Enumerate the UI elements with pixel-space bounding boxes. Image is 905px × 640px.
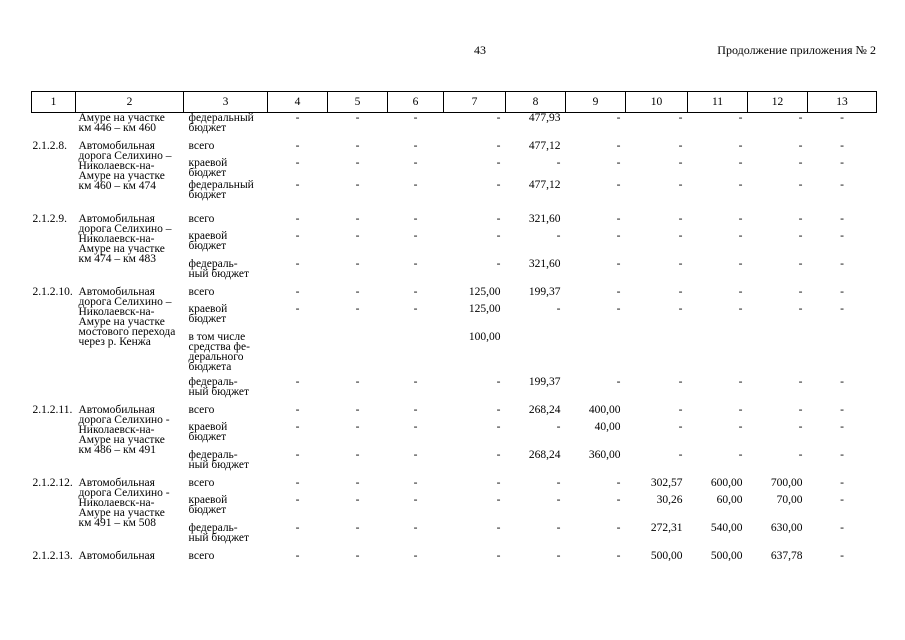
value-cell-col-13: - bbox=[840, 476, 844, 489]
item-name-line: км 474 – км 483 bbox=[78, 252, 156, 265]
table-row bbox=[32, 405, 877, 422]
value-cell-col-9: - bbox=[616, 285, 621, 298]
item-name-line: дорога Селихино – bbox=[78, 222, 172, 235]
value-cell-col-5: - bbox=[355, 403, 360, 416]
value-cell-col-6: - bbox=[413, 302, 418, 315]
value-cell-col-5: - bbox=[355, 476, 360, 489]
value-cell-col-13: - bbox=[840, 448, 844, 461]
value-cell-col-4: - bbox=[295, 302, 300, 315]
value-cell-col-7: 125,00 bbox=[468, 285, 501, 298]
value-cell-col-13: - bbox=[840, 521, 844, 534]
funding-source-line: всего bbox=[188, 212, 215, 225]
value-cell-col-11: - bbox=[738, 229, 743, 242]
value-cell-col-12 bbox=[748, 332, 808, 377]
value-cell-col-4: - bbox=[295, 156, 300, 169]
value-cell-col-7: - bbox=[496, 476, 501, 489]
value-cell-col-10: - bbox=[678, 229, 683, 242]
funding-source-line: бюджет bbox=[188, 166, 227, 179]
item-name-line: дорога Селихино – bbox=[78, 149, 172, 162]
value-cell-col-5: - bbox=[355, 448, 360, 461]
item-name bbox=[76, 405, 184, 478]
item-code bbox=[32, 113, 76, 141]
value-cell-col-8: - bbox=[556, 229, 561, 242]
funding-source bbox=[184, 113, 268, 141]
item-name-line: Николаевск-на- bbox=[78, 232, 155, 245]
value-cell-col-10: - bbox=[678, 212, 683, 225]
value-cell-col-10 bbox=[626, 332, 688, 377]
funding-source-line: бюджет bbox=[188, 122, 227, 134]
item-name-line: Автомобильная bbox=[78, 139, 155, 152]
value-cell-col-10: 272,31 bbox=[650, 521, 683, 534]
value-cell-col-4 bbox=[268, 332, 328, 377]
funding-source-line: федераль- bbox=[188, 448, 238, 461]
funding-source bbox=[184, 551, 268, 568]
value-cell-col-13: - bbox=[840, 285, 844, 298]
value-cell-col-11: 540,00 bbox=[710, 521, 743, 534]
value-cell-col-7: - bbox=[496, 257, 501, 270]
value-cell-col-9: - bbox=[616, 302, 621, 315]
value-cell-col-12: - bbox=[798, 302, 803, 315]
item-name-line: Николаевск-на- bbox=[78, 305, 155, 318]
value-cell-col-11: - bbox=[738, 178, 743, 191]
value-cell-col-13: - bbox=[840, 178, 844, 191]
value-cell-col-13: - bbox=[840, 229, 844, 242]
value-cell-col-13: - bbox=[840, 112, 844, 124]
value-cell-col-12: 637,78 bbox=[770, 549, 803, 562]
funding-source bbox=[184, 180, 268, 214]
value-cell-col-9: - bbox=[616, 476, 621, 489]
item-name-line: дорога Селихино – bbox=[78, 295, 172, 308]
value-cell-col-9: 40,00 bbox=[594, 420, 621, 433]
funding-source-line: бюджет bbox=[188, 503, 227, 516]
value-cell-col-12: - bbox=[798, 420, 803, 433]
item-name bbox=[76, 287, 184, 405]
item-name-line: Амуре на участке bbox=[78, 506, 165, 519]
value-cell-col-10: 500,00 bbox=[650, 549, 683, 562]
value-cell-col-11: - bbox=[738, 403, 743, 416]
item-name-line: Автомобильная bbox=[78, 476, 155, 489]
value-cell-col-9: - bbox=[616, 156, 621, 169]
item-code: 2.1.2.13. bbox=[32, 549, 73, 562]
funding-source-line: бюджет bbox=[188, 239, 227, 252]
item-code: 2.1.2.10. bbox=[32, 285, 73, 298]
funding-source-line: краевой bbox=[188, 156, 228, 169]
value-cell-col-10: - bbox=[678, 156, 683, 169]
value-cell-col-7: - bbox=[496, 448, 501, 461]
value-cell-col-9: - bbox=[616, 229, 621, 242]
value-cell-col-11: 60,00 bbox=[716, 493, 743, 506]
value-cell-col-5: - bbox=[355, 375, 360, 388]
value-cell-col-4: - bbox=[295, 257, 300, 270]
item-name-line: Автомобильная bbox=[78, 212, 155, 225]
value-cell-col-12: - bbox=[798, 403, 803, 416]
value-cell-col-11: 600,00 bbox=[710, 476, 743, 489]
value-cell-col-7: - bbox=[496, 493, 501, 506]
value-cell-col-12: - bbox=[798, 156, 803, 169]
value-cell-col-5: - bbox=[355, 139, 360, 152]
funding-source-line: дерального bbox=[188, 350, 244, 363]
funding-source-line: бюджет bbox=[188, 430, 227, 443]
value-cell-col-12: - bbox=[798, 448, 803, 461]
value-cell-col-8: 477,12 bbox=[528, 178, 561, 191]
table-row bbox=[32, 141, 877, 158]
value-cell-col-8: 321,60 bbox=[528, 212, 561, 225]
table-row bbox=[32, 551, 877, 568]
item-name-line: км 446 – км 460 bbox=[78, 122, 156, 134]
value-cell-col-12: - bbox=[798, 178, 803, 191]
funding-source-line: бюджета bbox=[188, 360, 232, 373]
value-cell-col-12: - bbox=[798, 139, 803, 152]
column-header: 9 bbox=[566, 92, 626, 113]
funding-source-line: ный бюджет bbox=[188, 267, 250, 280]
value-cell-col-5: - bbox=[355, 302, 360, 315]
column-header: 10 bbox=[626, 92, 688, 113]
value-cell-col-8: - bbox=[556, 549, 561, 562]
value-cell-col-12: - bbox=[798, 375, 803, 388]
item-name bbox=[76, 113, 184, 141]
item-name-line: км 486 – км 491 bbox=[78, 443, 156, 456]
item-name-line: Николаевск-на- bbox=[78, 159, 155, 172]
value-cell-col-10: - bbox=[678, 302, 683, 315]
value-cell-col-6: - bbox=[413, 521, 418, 534]
value-cell-col-6: - bbox=[413, 476, 418, 489]
item-name-line: через р. Кенжа bbox=[78, 335, 151, 348]
funding-source-line: средства фе- bbox=[188, 340, 250, 353]
column-number-row bbox=[32, 92, 877, 113]
value-cell-col-7: - bbox=[496, 178, 501, 191]
funding-source-line: краевой bbox=[188, 493, 228, 506]
value-cell-col-11: - bbox=[738, 112, 743, 124]
value-cell-col-5: - bbox=[355, 229, 360, 242]
value-cell-col-8: - bbox=[556, 420, 561, 433]
item-name bbox=[76, 141, 184, 214]
value-cell-col-11: - bbox=[738, 448, 743, 461]
value-cell-col-10: - bbox=[678, 375, 683, 388]
value-cell-col-5: - bbox=[355, 156, 360, 169]
value-cell-col-6: - bbox=[413, 285, 418, 298]
value-cell-col-13: - bbox=[840, 257, 844, 270]
value-cell-col-8: - bbox=[556, 156, 561, 169]
value-cell-col-9: 400,00 bbox=[588, 403, 621, 416]
value-cell-col-9 bbox=[566, 332, 626, 377]
value-cell-col-6: - bbox=[413, 420, 418, 433]
item-name-line: Автомобильная bbox=[78, 549, 155, 562]
value-cell-col-10: - bbox=[678, 257, 683, 270]
value-cell-col-12: 700,00 bbox=[770, 476, 803, 489]
value-cell-col-11: - bbox=[738, 156, 743, 169]
column-header: 8 bbox=[506, 92, 566, 113]
table-row bbox=[32, 287, 877, 304]
value-cell-col-10: - bbox=[678, 178, 683, 191]
value-cell-col-9: - bbox=[616, 139, 621, 152]
funding-source-line: бюджет bbox=[188, 312, 227, 325]
value-cell-col-12: - bbox=[798, 285, 803, 298]
value-cell-col-13: - bbox=[840, 420, 844, 433]
value-cell-col-4: - bbox=[295, 549, 300, 562]
value-cell-col-11: - bbox=[738, 302, 743, 315]
funding-source-line: бюджет bbox=[188, 188, 227, 201]
value-cell-col-9: - bbox=[616, 521, 621, 534]
column-header: 6 bbox=[388, 92, 444, 113]
funding-source bbox=[184, 214, 268, 231]
funding-source bbox=[184, 405, 268, 422]
table-row bbox=[32, 113, 877, 141]
value-cell-col-13: - bbox=[840, 403, 844, 416]
value-cell-col-8: 199,37 bbox=[528, 375, 561, 388]
item-name-line: Автомобильная bbox=[78, 285, 155, 298]
value-cell-col-11: 500,00 bbox=[710, 549, 743, 562]
value-cell-col-8: 268,24 bbox=[528, 403, 561, 416]
value-cell-col-7: - bbox=[496, 212, 501, 225]
item-code: 2.1.2.11. bbox=[32, 403, 73, 416]
funding-source-line: федераль- bbox=[188, 521, 238, 534]
funding-source-line: всего bbox=[188, 285, 215, 298]
funding-source bbox=[184, 450, 268, 478]
value-cell-col-6: - bbox=[413, 493, 418, 506]
value-cell-col-8: 199,37 bbox=[528, 285, 561, 298]
value-cell-col-10: 302,57 bbox=[650, 476, 683, 489]
value-cell-col-13: - bbox=[840, 493, 844, 506]
value-cell-col-6: - bbox=[413, 112, 418, 124]
column-header: 4 bbox=[268, 92, 328, 113]
value-cell-col-10: - bbox=[678, 420, 683, 433]
value-cell-col-10: - bbox=[678, 285, 683, 298]
value-cell-col-6: - bbox=[413, 549, 418, 562]
value-cell-col-5: - bbox=[355, 549, 360, 562]
value-cell-col-4: - bbox=[295, 403, 300, 416]
funding-source bbox=[184, 231, 268, 259]
value-cell-col-8: 268,24 bbox=[528, 448, 561, 461]
item-name-line: км 460 – км 474 bbox=[78, 179, 156, 192]
value-cell-col-13: - bbox=[840, 156, 844, 169]
value-cell-col-6: - bbox=[413, 257, 418, 270]
value-cell-col-12: - bbox=[798, 112, 803, 124]
value-cell-col-5: - bbox=[355, 257, 360, 270]
item-name-line: Амуре на участке bbox=[78, 242, 165, 255]
value-cell-col-7: - bbox=[496, 229, 501, 242]
funding-source bbox=[184, 332, 268, 377]
item-name-line: км 491 – км 508 bbox=[78, 516, 156, 529]
item-code: 2.1.2.12. bbox=[32, 476, 73, 489]
value-cell-col-9: - bbox=[616, 212, 621, 225]
column-header: 2 bbox=[76, 92, 184, 113]
value-cell-col-4: - bbox=[295, 476, 300, 489]
value-cell-col-12: 630,00 bbox=[770, 521, 803, 534]
value-cell-col-8: 477,93 bbox=[528, 112, 561, 124]
value-cell-col-5: - bbox=[355, 285, 360, 298]
value-cell-col-6 bbox=[388, 332, 444, 377]
table-row bbox=[32, 214, 877, 231]
value-cell-col-8 bbox=[506, 332, 566, 377]
funding-source bbox=[184, 478, 268, 495]
table-row bbox=[32, 478, 877, 495]
value-cell-col-8: - bbox=[556, 302, 561, 315]
value-cell-col-6: - bbox=[413, 403, 418, 416]
page-number: 43 bbox=[474, 43, 486, 57]
item-name-line: Амуре на участке bbox=[78, 169, 165, 182]
funding-source bbox=[184, 304, 268, 332]
value-cell-col-6: - bbox=[413, 229, 418, 242]
value-cell-col-12: - bbox=[798, 257, 803, 270]
value-cell-col-13: - bbox=[840, 549, 844, 562]
funding-source-line: федеральный bbox=[188, 112, 254, 124]
item-name-line: дорога Селихино - bbox=[78, 486, 170, 499]
value-cell-col-4: - bbox=[295, 229, 300, 242]
column-header: 5 bbox=[328, 92, 388, 113]
value-cell-col-8: 321,60 bbox=[528, 257, 561, 270]
value-cell-col-9: - bbox=[616, 178, 621, 191]
value-cell-col-4: - bbox=[295, 521, 300, 534]
value-cell-col-5: - bbox=[355, 112, 360, 124]
value-cell-col-6: - bbox=[413, 448, 418, 461]
column-header: 13 bbox=[808, 92, 877, 113]
value-cell-col-7: 125,00 bbox=[468, 302, 501, 315]
funding-source-line: ный бюджет bbox=[188, 385, 250, 398]
value-cell-col-6: - bbox=[413, 212, 418, 225]
funding-source-line: краевой bbox=[188, 420, 228, 433]
funding-source-line: всего bbox=[188, 476, 215, 489]
value-cell-col-8: 477,12 bbox=[528, 139, 561, 152]
value-cell-col-10: - bbox=[678, 448, 683, 461]
value-cell-col-6: - bbox=[413, 375, 418, 388]
value-cell-col-5 bbox=[328, 332, 388, 377]
value-cell-col-9: - bbox=[616, 549, 621, 562]
funding-source bbox=[184, 495, 268, 523]
value-cell-col-7: - bbox=[496, 549, 501, 562]
funding-source-line: всего bbox=[188, 139, 215, 152]
value-cell-col-5: - bbox=[355, 521, 360, 534]
item-name-line: мостового перехода bbox=[78, 325, 176, 338]
funding-source bbox=[184, 523, 268, 551]
funding-source-line: ный бюджет bbox=[188, 458, 250, 471]
value-cell-col-11: - bbox=[738, 212, 743, 225]
appendix-continuation-title: Продолжение приложения № 2 bbox=[717, 43, 876, 57]
value-cell-col-11: - bbox=[738, 139, 743, 152]
funding-source-line: всего bbox=[188, 403, 215, 416]
column-header: 12 bbox=[748, 92, 808, 113]
item-name-line: Николаевск-на- bbox=[78, 423, 155, 436]
value-cell-col-10: - bbox=[678, 403, 683, 416]
value-cell-col-9: - bbox=[616, 257, 621, 270]
funding-source-line: в том числе bbox=[188, 330, 246, 343]
value-cell-col-4: - bbox=[295, 493, 300, 506]
funding-source bbox=[184, 259, 268, 287]
value-cell-col-5: - bbox=[355, 178, 360, 191]
value-cell-col-9: 360,00 bbox=[588, 448, 621, 461]
item-name-line: Амуре на участке bbox=[78, 315, 165, 328]
value-cell-col-13: - bbox=[840, 139, 844, 152]
value-cell-col-12: - bbox=[798, 229, 803, 242]
value-cell-col-7: - bbox=[496, 375, 501, 388]
funding-source-line: федераль- bbox=[188, 375, 238, 388]
value-cell-col-11: - bbox=[738, 375, 743, 388]
value-cell-col-13: - bbox=[840, 375, 844, 388]
value-cell-col-4: - bbox=[295, 212, 300, 225]
value-cell-col-11: - bbox=[738, 285, 743, 298]
value-cell-col-5: - bbox=[355, 420, 360, 433]
value-cell-col-9: - bbox=[616, 112, 621, 124]
item-name-line: Амуре на участке bbox=[78, 112, 165, 124]
value-cell-col-6: - bbox=[413, 156, 418, 169]
value-cell-col-11: - bbox=[738, 420, 743, 433]
value-cell-col-13: - bbox=[840, 302, 844, 315]
column-header: 11 bbox=[688, 92, 748, 113]
funding-source-line: всего bbox=[188, 549, 215, 562]
value-cell-col-4: - bbox=[295, 139, 300, 152]
item-name bbox=[76, 551, 184, 568]
value-cell-col-13: - bbox=[840, 212, 844, 225]
value-cell-col-4: - bbox=[295, 375, 300, 388]
funding-source bbox=[184, 287, 268, 304]
item-name bbox=[76, 478, 184, 551]
funding-source-line: федераль- bbox=[188, 257, 238, 270]
value-cell-col-11: - bbox=[738, 257, 743, 270]
value-cell-col-9: - bbox=[616, 375, 621, 388]
value-cell-col-9: - bbox=[616, 493, 621, 506]
value-cell-col-7: - bbox=[496, 521, 501, 534]
funding-source bbox=[184, 141, 268, 158]
value-cell-col-12: - bbox=[798, 212, 803, 225]
funding-source-line: краевой bbox=[188, 302, 228, 315]
value-cell-col-7: - bbox=[496, 139, 501, 152]
item-name-line: Автомобильная bbox=[78, 403, 155, 416]
funding-source-line: федеральный bbox=[188, 178, 254, 191]
value-cell-col-7: - bbox=[496, 420, 501, 433]
column-header: 7 bbox=[444, 92, 506, 113]
funding-source-line: краевой bbox=[188, 229, 228, 242]
value-cell-col-4: - bbox=[295, 420, 300, 433]
item-name-line: дорога Селихино - bbox=[78, 413, 170, 426]
value-cell-col-12: 70,00 bbox=[776, 493, 803, 506]
item-name-line: Амуре на участке bbox=[78, 433, 165, 446]
funding-source bbox=[184, 158, 268, 180]
column-header: 1 bbox=[32, 92, 76, 113]
value-cell-col-8: - bbox=[556, 493, 561, 506]
value-cell-col-11 bbox=[688, 332, 748, 377]
value-cell-col-10: 30,26 bbox=[656, 493, 683, 506]
value-cell-col-13 bbox=[808, 332, 877, 377]
column-header: 3 bbox=[184, 92, 268, 113]
item-code: 2.1.2.8. bbox=[32, 139, 67, 152]
value-cell-col-8: - bbox=[556, 521, 561, 534]
value-cell-col-10: - bbox=[678, 139, 683, 152]
item-name bbox=[76, 214, 184, 287]
value-cell-col-8: - bbox=[556, 476, 561, 489]
value-cell-col-10: - bbox=[678, 112, 683, 124]
value-cell-col-5: - bbox=[355, 212, 360, 225]
value-cell-col-4: - bbox=[295, 448, 300, 461]
funding-source bbox=[184, 377, 268, 405]
value-cell-col-6: - bbox=[413, 178, 418, 191]
value-cell-col-7: - bbox=[496, 156, 501, 169]
table-body bbox=[32, 113, 877, 568]
value-cell-col-7: - bbox=[496, 403, 501, 416]
budget-table bbox=[31, 91, 877, 568]
value-cell-col-4: - bbox=[295, 112, 300, 124]
value-cell-col-7: 100,00 bbox=[468, 330, 501, 343]
funding-source-line: ный бюджет bbox=[188, 531, 250, 544]
value-cell-col-4: - bbox=[295, 285, 300, 298]
value-cell-col-6: - bbox=[413, 139, 418, 152]
value-cell-col-4: - bbox=[295, 178, 300, 191]
item-name-line: Николаевск-на- bbox=[78, 496, 155, 509]
value-cell-col-5: - bbox=[355, 493, 360, 506]
item-code: 2.1.2.9. bbox=[32, 212, 67, 225]
value-cell-col-7: - bbox=[496, 112, 501, 124]
funding-source bbox=[184, 422, 268, 450]
